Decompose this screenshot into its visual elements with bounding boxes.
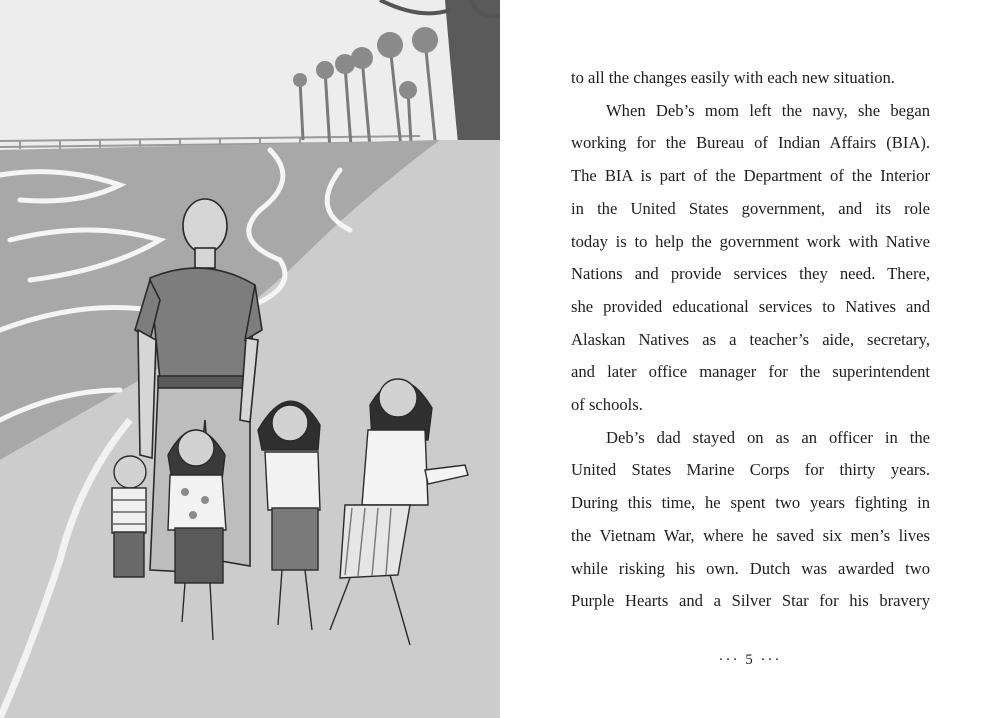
text-page	[500, 0, 1000, 718]
text-line: and later office manager for the superintendent	[571, 362, 930, 382]
text-line: United States Marine Corps for thirty years.	[571, 460, 930, 480]
toddler-figure	[112, 456, 146, 577]
text-line: During this time, he spent two years fighting in	[571, 493, 930, 513]
page-number: ··· 5 ···	[718, 652, 782, 668]
text-line: The BIA is part of the Department of the Interior	[571, 166, 930, 186]
text-line: today is to help the government work with Native	[571, 231, 930, 251]
text-line: of schools.	[571, 395, 643, 415]
text-line: Alaskan Natives as a teacher’s aide, secretary,	[571, 329, 930, 349]
text-line: Purple Hearts and a Silver Star for his bravery	[571, 591, 930, 611]
text-line: she provided educational services to Natives and	[571, 296, 930, 316]
text-line: to all the changes easily with each new situation.	[571, 68, 895, 87]
text-line: while risking his own. Dutch was awarded two	[571, 558, 930, 578]
text-line: in the United States government, and its role	[571, 198, 930, 218]
text-line: Nations and provide services they need. There,	[571, 264, 930, 284]
sky	[0, 0, 500, 150]
body-text	[571, 62, 930, 618]
text-line: working for the Bureau of Indian Affairs (BIA).	[571, 133, 930, 153]
text-line: Deb’s dad stayed on as an officer in the	[606, 427, 930, 447]
text-line: the Vietnam War, where he saved six men’s lives	[571, 525, 930, 545]
text-line: When Deb’s mom left the navy, she began	[606, 100, 930, 120]
